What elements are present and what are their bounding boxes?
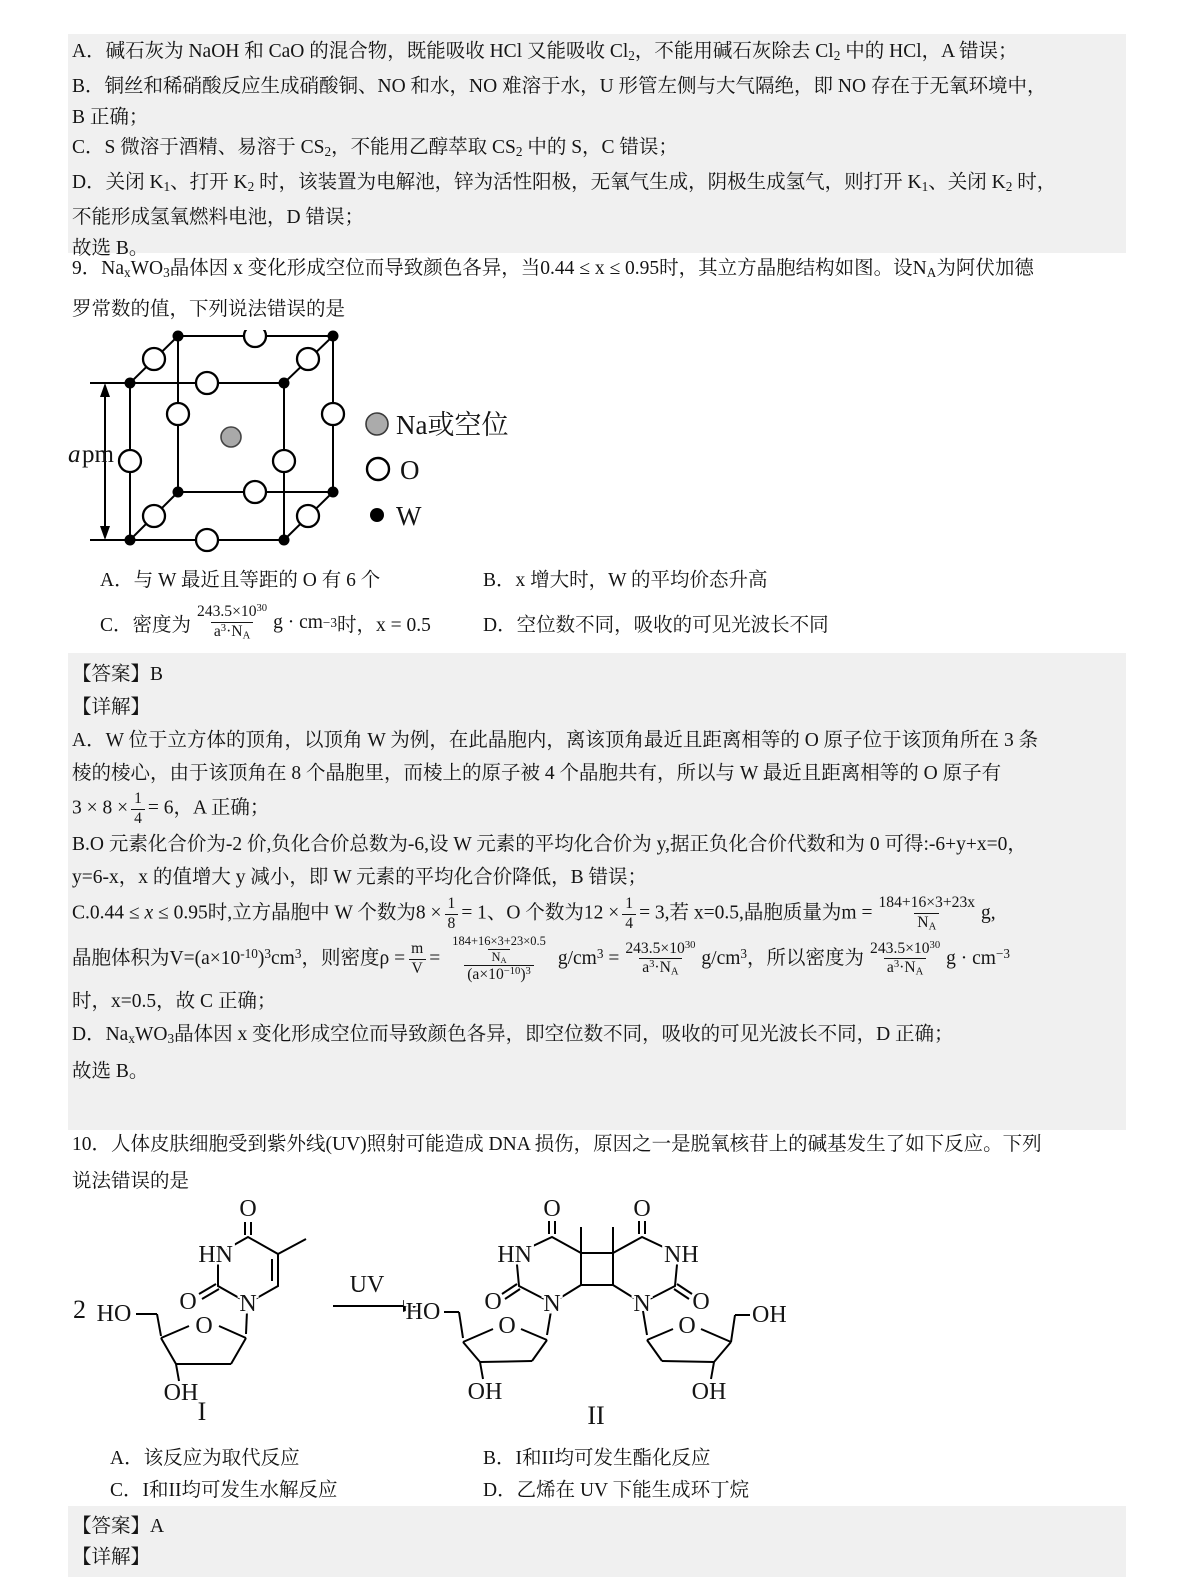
oxygen-label: O — [543, 1196, 561, 1222]
explanation-line: 故选 B。 — [72, 237, 149, 259]
nitrogen-label: N — [239, 1291, 257, 1317]
stem-line: 10．人体皮肤细胞受到紫外线(UV)照射可能造成 DNA 损伤，原因之一是脱氧核苷上的碱基发生了如下反应。下列 — [72, 1134, 1042, 1155]
detail-line: 棱的棱心，由于该顶角在 8 个晶胞里，而棱上的原子被 4 个晶胞共有，所以与 W 最近且距离相等的 O 原子有 — [72, 763, 1002, 784]
structure-II-tag: II — [587, 1401, 605, 1430]
detail-line: y=6-x，x 的值增大 y 减小，即 W 元素的平均化合价降低，B 错误； — [72, 867, 648, 889]
q9-choice-b: B．x 增大时，W 的平均价态升高 — [483, 570, 768, 591]
structure-I-labels — [73, 1196, 257, 1426]
detail-label: 【详解】 — [72, 697, 151, 718]
explanation-line: A．碱石灰为 NaOH 和 CaO 的混合物，既能吸收 HCl 又能吸收 $Cl_2$，不能用碱石灰除去 $Cl_2$ 中的 HCl，A 错误； — [72, 41, 1018, 63]
hydroxyl-label: OH — [467, 1379, 503, 1405]
detail-line: B.O 元素化合价为-2 价,负化合价总数为-6,设 W 元素的平均化合价为 y,据正负化合价代数和为 0 可得:-6+y+x=0， — [72, 834, 1027, 856]
q10-choice-c: C．I和II均可发生水解反应 — [110, 1480, 338, 1501]
unit-cell-edges — [90, 336, 333, 540]
detail-line: A．W 位于立方体的顶角，以顶角 W 为例，在此晶胞内，离该顶角最近且距离相等的 O 原子位于该顶角所在 3 条 — [72, 730, 1039, 751]
q10-choice-a: A．该反应为取代反应 — [110, 1448, 300, 1469]
nitrogen-label: N — [543, 1291, 561, 1317]
oxygen-label: O — [239, 1196, 257, 1222]
detail-line: D．$Na_xWO_3$晶体因 x 变化形成空位而导致颜色各异，即空位数不同，吸收的可见光波长不同，D 正确； — [72, 1023, 954, 1046]
thymine-dimer-reaction-figure — [65, 1188, 825, 1446]
legend-o-label: O — [400, 455, 420, 485]
detail-label: 【详解】 — [72, 1547, 151, 1568]
legend-w-label: W — [396, 501, 422, 531]
q10-choice-b: B．I和II均可发生酯化反应 — [483, 1448, 711, 1469]
structure-I-tag: I — [197, 1397, 207, 1426]
imino-label: HN — [497, 1242, 532, 1268]
q9-choice-a: A．与 W 最近且等距的 O 有 6 个 — [100, 570, 381, 591]
unit-cell-figure — [60, 330, 600, 565]
question-9-stem — [72, 250, 1034, 328]
previous-question-explanation — [68, 34, 1126, 259]
stem-line: 9．$Na_xWO_3$晶体因 x 变化形成空位而导致颜色各异，当0.44 ≤ x ≤ 0.95时，其立方晶胞结构如图。设$N_A$为阿伏加德 — [72, 258, 1034, 280]
ring-oxygen-label: O — [498, 1313, 516, 1339]
detail-line: 3 × 8 × $\frac{1}{4}$ = 6，A 正确； — [72, 790, 270, 827]
stem-line: 罗常数的值，下列说法错误的是 — [72, 298, 346, 320]
hydroxyl-label: OH — [163, 1380, 199, 1406]
legend-na-label: Na或空位 — [396, 410, 509, 440]
nitrogen-label: N — [633, 1291, 651, 1317]
oxygen-label: O — [692, 1289, 710, 1315]
sodium-or-vacancy-atom — [221, 427, 241, 447]
oxygen-label: O — [179, 1289, 197, 1315]
structure-II-labels — [406, 1196, 787, 1430]
q9-choice-c: C．密度为 $\frac{243.5\times 10^{30}}{a^3\cdot N_A}$ g · cm −3 时，x = 0.5 — [100, 603, 431, 642]
detail-line: 故选 B。 — [72, 1060, 149, 1082]
q10-answer-block — [68, 1506, 1126, 1577]
uv-label: UV — [349, 1272, 385, 1298]
stem-line: 说法错误的是 — [72, 1171, 190, 1192]
hydroxyl-label: HO — [96, 1301, 132, 1327]
legend-o-symbol — [367, 458, 389, 480]
explanation-line: C．S 微溶于酒精、易溶于 $CS_2$，不能用乙醇萃取 $CS_2$ 中的 S，C 错误； — [72, 137, 678, 160]
ring-oxygen-label: O — [195, 1313, 213, 1339]
lattice-unit-label: pm — [82, 441, 114, 468]
oxygen-label: O — [633, 1196, 651, 1222]
figure-legend — [366, 410, 508, 531]
imino-label: HN — [198, 1242, 233, 1268]
hydroxyl-label: OH — [691, 1379, 727, 1405]
hydroxyl-label: HO — [405, 1299, 441, 1325]
explanation-line: B．铜丝和稀硝酸反应生成硝酸铜、NO 和水，NO 难溶于水，U 形管左侧与大气隔绝，即 NO 存在于无氧环境中， — [72, 75, 1047, 97]
detail-line: C.0.44 ≤ x ≤ 0.95时,立方晶胞中 W 个数为8 × $\frac{1}{8}$ = 1、O 个数为12 × $\frac{1}{4}$ = 3,若 x=0.5,晶胞质量为m = $\frac{184+16\times 3+23x}{N_A}$ g, — [72, 894, 996, 933]
explanation-line: D．关闭 $K_1$、打开 $K_2$ 时，该装置为电解池，锌为活性阳极，无氧气生成，阴极生成氢气，则打开 $K_1$、关闭 $K_2$ 时， — [72, 172, 1057, 194]
explanation-line: B 正确； — [72, 106, 149, 128]
explanation-line: 不能形成氢氧燃料电池，D 错误； — [72, 206, 364, 228]
legend-w-symbol — [370, 508, 384, 522]
detail-line: 时，x=0.5，故 C 正确； — [72, 990, 277, 1012]
q10-choice-d: D．乙烯在 UV 下能生成环丁烷 — [483, 1480, 750, 1501]
legend-na-symbol — [366, 413, 388, 435]
answer-label: 【答案】B — [72, 664, 164, 685]
imino-label: NH — [664, 1242, 699, 1268]
detail-line: 晶胞体积为$V=(a\times 10^{-10})^3cm^3$，则密度ρ = $\frac{m}{V}$ = $\frac{\frac{184+16\times 3+23\times 0.5}{N_A}}{(a\times 10^{-10})^3}$ $g/cm^3$ = $\frac{243.5\times 10^{30}}{a^3\cdot N_A}$ $g/cm^3$，所以密度为 $\frac{243.5\times 10^{30}}{a^3\cdot N_A}$ $g \cdot cm^{-3}$ — [72, 934, 1011, 984]
coefficient-label: 2 — [73, 1295, 86, 1324]
hydroxyl-label: OH — [752, 1302, 787, 1328]
lattice-parameter-label: a — [68, 441, 81, 468]
q9-choice-d: D．空位数不同，吸收的可见光波长不同 — [483, 615, 829, 636]
answer-label: 【答案】A — [72, 1516, 165, 1537]
oxygen-label: O — [484, 1289, 502, 1315]
q9-answer-block — [68, 653, 1126, 1130]
ring-oxygen-label: O — [678, 1313, 696, 1339]
